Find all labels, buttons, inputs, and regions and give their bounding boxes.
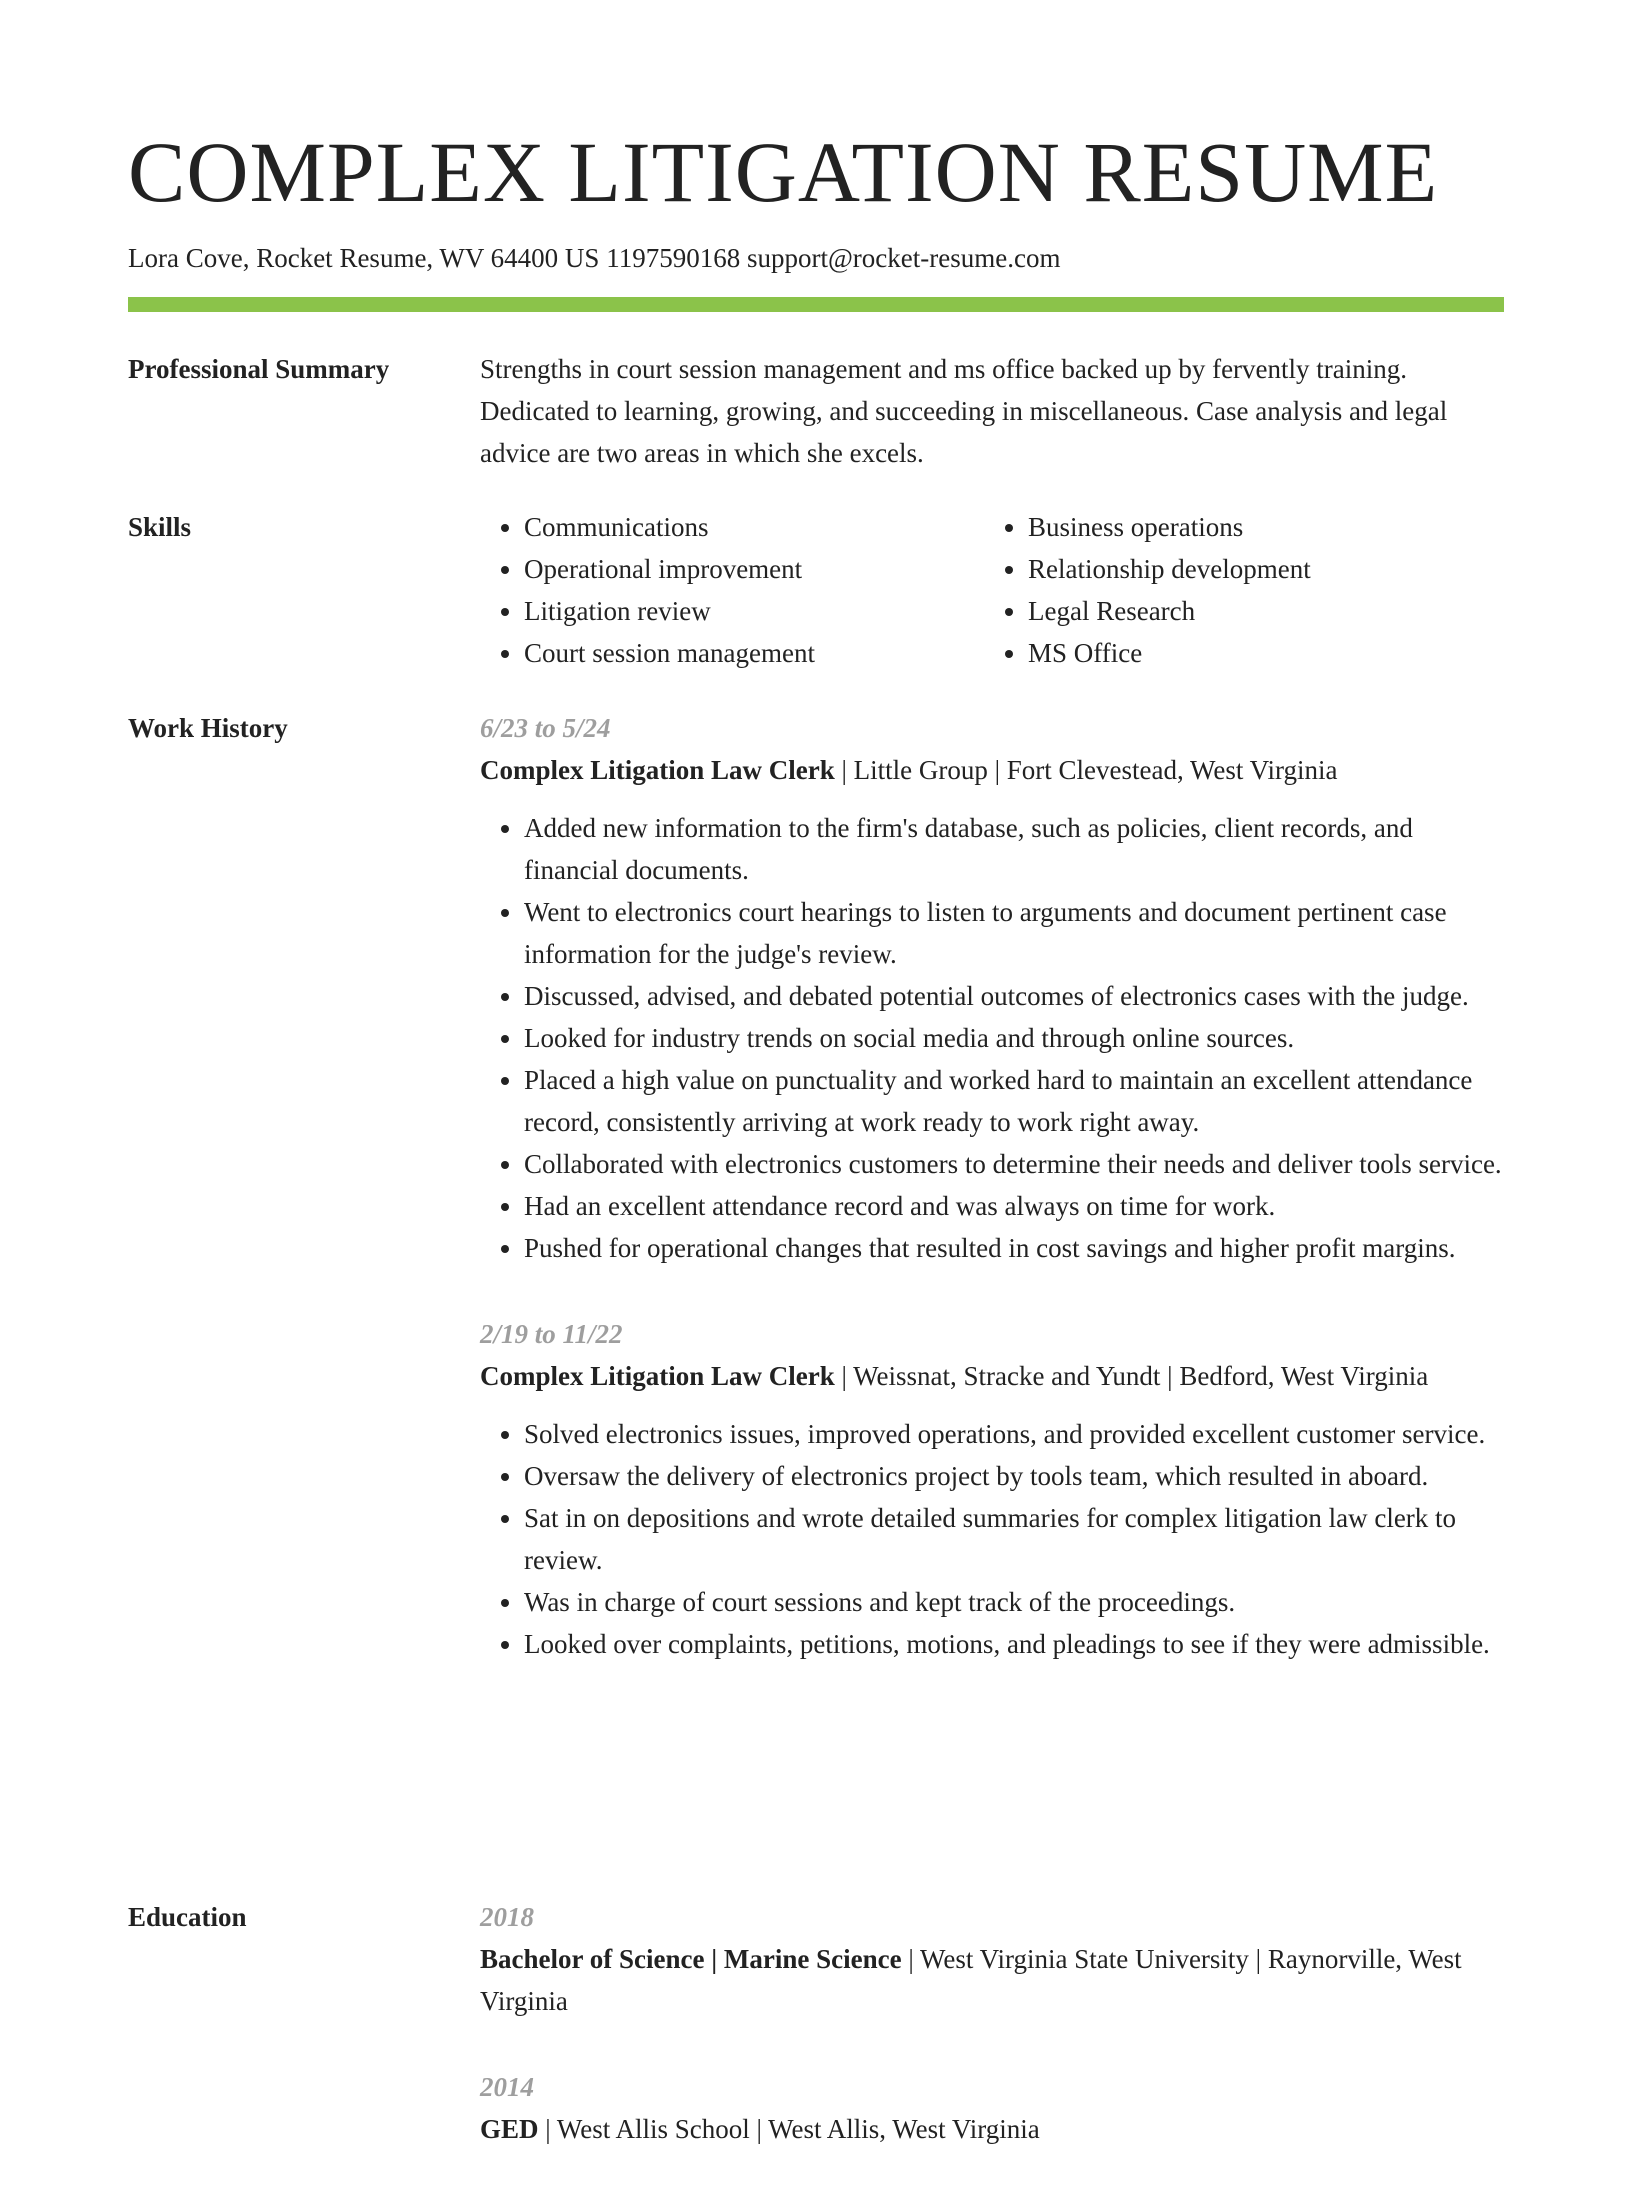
skill-item: • Court session management	[524, 632, 984, 674]
education-school: | West Virginia State University | Raynorville, West Virginia	[480, 1944, 1462, 2016]
job-bullet: • Was in charge of court sessions and kept track of the proceedings.	[524, 1581, 1504, 1623]
skill-item: • Legal Research	[1028, 590, 1488, 632]
contact-line: Lora Cove, Rocket Resume, WV 64400 US 1197590168 support@rocket-resume.com	[128, 243, 1061, 273]
job-date: 2/19 to 11/22	[480, 1319, 623, 1349]
skill-item: • Litigation review	[524, 590, 984, 632]
resume-header	[128, 118, 1504, 312]
skill-item: • Communications	[524, 506, 984, 548]
education-line	[480, 1938, 1504, 2022]
section-label: Education	[128, 1902, 247, 1932]
job-role-line	[480, 1355, 1504, 1397]
section-label: Skills	[128, 512, 192, 542]
education-line	[480, 2108, 1504, 2150]
skill-item: • MS Office	[1028, 632, 1488, 674]
summary-text: Strengths in court session management and ms office backed up by fervently training. Dedicated to learning, growing, and succeeding in miscellaneous. Case analysis and legal advice are two areas in which she excels.	[480, 354, 1448, 468]
job-entry	[480, 707, 1504, 1269]
education-school: | West Allis School | West Allis, West Virginia	[538, 2114, 1040, 2144]
job-bullets	[480, 807, 1504, 1269]
job-entry	[480, 1313, 1504, 1665]
section-body	[480, 707, 1504, 1709]
job-bullet: • Collaborated with electronics customers to determine their needs and deliver tools service.	[524, 1143, 1504, 1185]
resume-title: COMPLEX LITIGATION RESUME	[128, 124, 1439, 220]
job-bullet: • Oversaw the delivery of electronics project by tools team, which resulted in aboard.	[524, 1455, 1504, 1497]
job-bullet: • Added new information to the firm's database, such as policies, client records, and financial documents.	[524, 807, 1504, 891]
job-bullets	[480, 1413, 1504, 1665]
education-date: 2018	[480, 1902, 534, 1932]
skill-item: • Relationship development	[1028, 548, 1488, 590]
education-entry	[480, 1896, 1504, 2022]
job-bullet: • Placed a high value on punctuality and worked hard to maintain an excellent attendance record, consistently arriving at work ready to work right away.	[524, 1059, 1504, 1143]
section-body	[480, 506, 1504, 674]
section-label: Professional Summary	[128, 354, 390, 384]
job-bullet: • Looked for industry trends on social media and through online sources.	[524, 1017, 1504, 1059]
section-label: Work History	[128, 713, 288, 743]
skills-column-1	[480, 506, 984, 674]
skill-item: • Operational improvement	[524, 548, 984, 590]
job-bullet: • Went to electronics court hearings to listen to arguments and document pertinent case information for the judge's review.	[524, 891, 1504, 975]
skills-column-2	[984, 506, 1488, 674]
job-title: Complex Litigation Law Clerk	[480, 755, 835, 785]
job-bullet: • Had an excellent attendance record and was always on time for work.	[524, 1185, 1504, 1227]
section-body	[480, 348, 1504, 474]
job-date: 6/23 to 5/24	[480, 713, 611, 743]
skills-grid	[480, 506, 1504, 674]
job-bullet: • Solved electronics issues, improved operations, and provided excellent customer service.	[524, 1413, 1504, 1455]
skill-item: • Business operations	[1028, 506, 1488, 548]
education-entry	[480, 2066, 1504, 2150]
job-employer: | Weissnat, Stracke and Yundt | Bedford, West Virginia	[834, 1361, 1429, 1391]
job-role-line	[480, 749, 1504, 791]
education-date: 2014	[480, 2072, 534, 2102]
job-bullet: • Sat in on depositions and wrote detailed summaries for complex litigation law clerk to review.	[524, 1497, 1504, 1581]
education-degree: Bachelor of Science | Marine Science	[480, 1944, 902, 1974]
job-title: Complex Litigation Law Clerk	[480, 1361, 835, 1391]
education-degree: GED	[480, 2114, 539, 2144]
accent-divider	[128, 297, 1504, 312]
job-bullet: • Looked over complaints, petitions, motions, and pleadings to see if they were admissible.	[524, 1623, 1504, 1665]
section-body	[480, 1896, 1504, 2194]
job-employer: | Little Group | Fort Clevestead, West Virginia	[834, 755, 1338, 785]
job-bullet: • Pushed for operational changes that resulted in cost savings and higher profit margins.	[524, 1227, 1504, 1269]
job-bullet: • Discussed, advised, and debated potential outcomes of electronics cases with the judge.	[524, 975, 1504, 1017]
